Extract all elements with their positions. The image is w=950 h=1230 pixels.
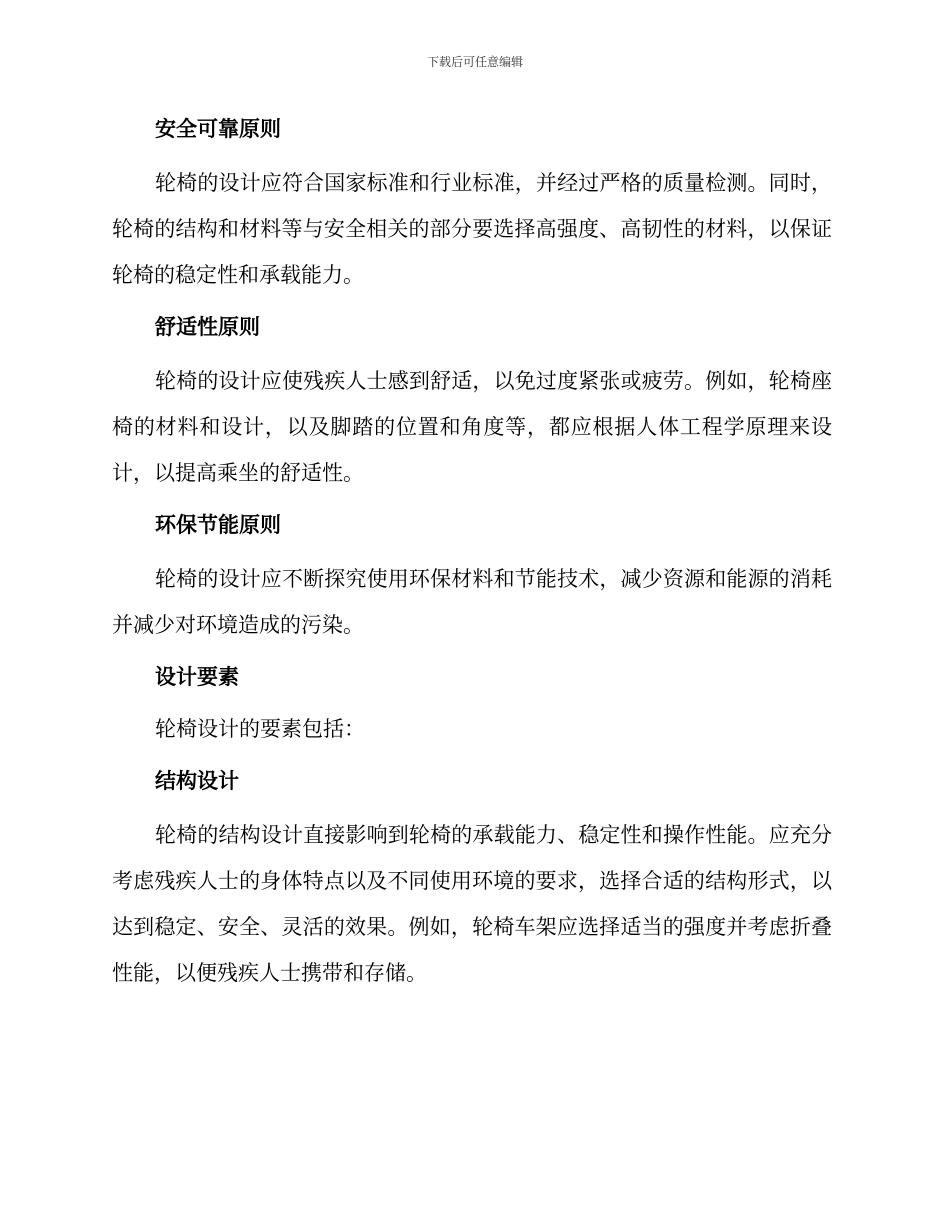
section-paragraph: 轮椅的设计应使残疾人士感到舒适，以免过度紧张或疲劳。例如，轮椅座椅的材料和设计，以及脚踏的位置和角度等，都应根据人体工程学原理来设计，以提高乘坐的舒适性。 [112,369,832,485]
document-body [112,112,832,996]
section-heading: 安全可靠原则 [155,117,281,141]
section-paragraph: 轮椅设计的要素包括： [155,717,365,741]
section-paragraph: 轮椅的设计应符合国家标准和行业标准，并经过严格的质量检测。同时，轮椅的结构和材料等与安全相关的部分要选择高强度、高韧性的材料，以保证轮椅的稳定性和承载能力。 [112,171,832,287]
section-heading: 设计要素 [155,665,239,689]
section-heading: 环保节能原则 [155,513,281,537]
section-heading: 舒适性原则 [155,315,260,339]
page-header: 下载后可任意编辑 [426,55,523,69]
section-paragraph: 轮椅的设计应不断探究使用环保材料和节能技术，减少资源和能源的消耗并减少对环境造成的污染。 [112,567,832,637]
section-heading: 结构设计 [155,769,239,793]
section-paragraph: 轮椅的结构设计直接影响到轮椅的承载能力、稳定性和操作性能。应充分考虑残疾人士的身体特点以及不同使用环境的要求，选择合适的结构形式，以达到稳定、安全、灵活的效果。例如，轮椅车架应选择适当的强度并考虑折叠性能，以便残疾人士携带和存储。 [112,823,832,985]
